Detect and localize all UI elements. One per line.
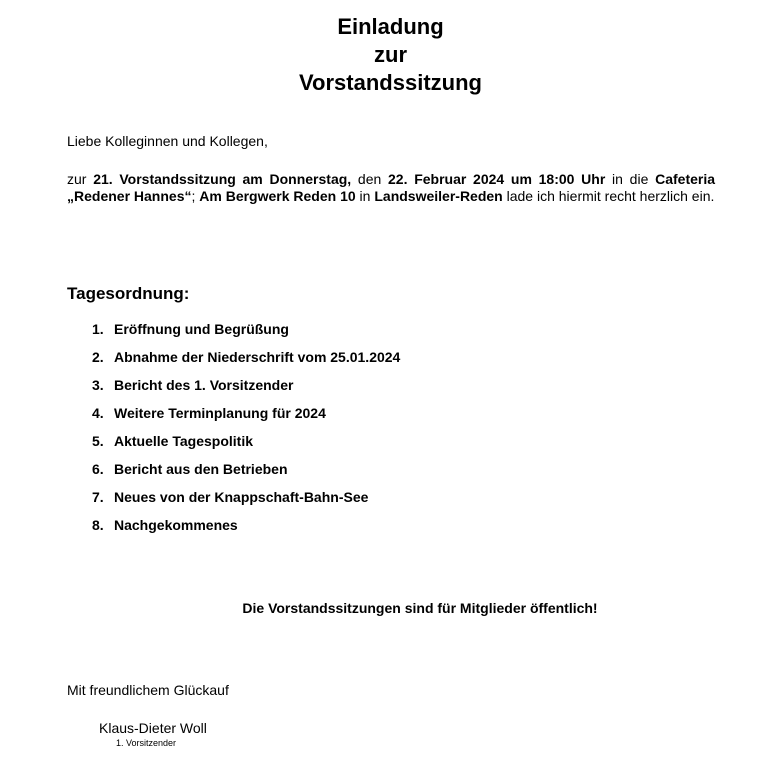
signer-name: Klaus-Dieter Woll — [99, 720, 207, 736]
intro-bold-address: Am Bergwerk Reden 10 — [199, 188, 356, 204]
agenda-heading: Tagesordnung: — [67, 284, 190, 303]
agenda-item — [92, 321, 400, 349]
intro-bold-venue: Cafeteria „Redener Hannes“ — [67, 171, 716, 204]
agenda-item-number: 8. — [92, 517, 104, 533]
intro-text-1: zur — [67, 171, 94, 187]
document-title — [0, 13, 781, 97]
agenda-item-text: Aktuelle Tagespolitik — [114, 433, 253, 449]
agenda-item-number: 1. — [92, 321, 104, 337]
agenda-item — [92, 433, 400, 461]
agenda-item-text: Nachgekommenes — [114, 517, 238, 533]
agenda-item — [92, 405, 400, 433]
title-line-3: Vorstandssitzung — [299, 70, 482, 95]
signer-role: 1. Vorsitzender — [116, 738, 177, 748]
intro-bold-town: Landsweiler-Reden — [374, 188, 503, 204]
intro-text-5: in — [355, 188, 375, 204]
agenda-item-number: 3. — [92, 377, 104, 393]
agenda-item-text: Weitere Terminplanung für 2024 — [114, 405, 326, 421]
greeting: Liebe Kolleginnen und Kollegen, — [67, 133, 268, 149]
closing-salutation: Mit freundlichem Glückauf — [67, 682, 229, 698]
title-line-2: zur — [374, 42, 407, 67]
agenda-list — [92, 321, 400, 545]
agenda-item-number: 7. — [92, 489, 104, 505]
public-notice: Die Vorstandssitzungen sind für Mitglieder öffentlich! — [242, 600, 598, 616]
agenda-item-text: Bericht des 1. Vorsitzender — [114, 377, 294, 393]
agenda-item — [92, 349, 400, 377]
intro-paragraph — [67, 171, 715, 205]
agenda-item-number: 5. — [92, 433, 104, 449]
agenda-item — [92, 461, 400, 489]
intro-text-4: ; — [191, 188, 200, 204]
agenda-item — [92, 489, 400, 517]
intro-text-3: in die — [605, 171, 656, 187]
agenda-item-text: Bericht aus den Betrieben — [114, 461, 288, 477]
agenda-item-text: Eröffnung und Begrüßung — [114, 321, 289, 337]
intro-bold-date: 22. Februar 2024 um 18:00 Uhr — [388, 171, 606, 187]
agenda-item-number: 4. — [92, 405, 104, 421]
title-line-1: Einladung — [337, 14, 444, 39]
agenda-item-text: Neues von der Knappschaft-Bahn-See — [114, 489, 369, 505]
intro-bold-meeting: 21. Vorstandssitzung am Donnerstag, — [93, 171, 352, 187]
intro-text-2: den — [351, 171, 388, 187]
agenda-item-text: Abnahme der Niederschrift vom 25.01.2024 — [114, 349, 401, 365]
intro-text-6: lade ich hiermit recht herzlich ein. — [502, 188, 715, 204]
agenda-item-number: 2. — [92, 349, 104, 365]
agenda-item — [92, 377, 400, 405]
agenda-item — [92, 517, 400, 545]
agenda-item-number: 6. — [92, 461, 104, 477]
